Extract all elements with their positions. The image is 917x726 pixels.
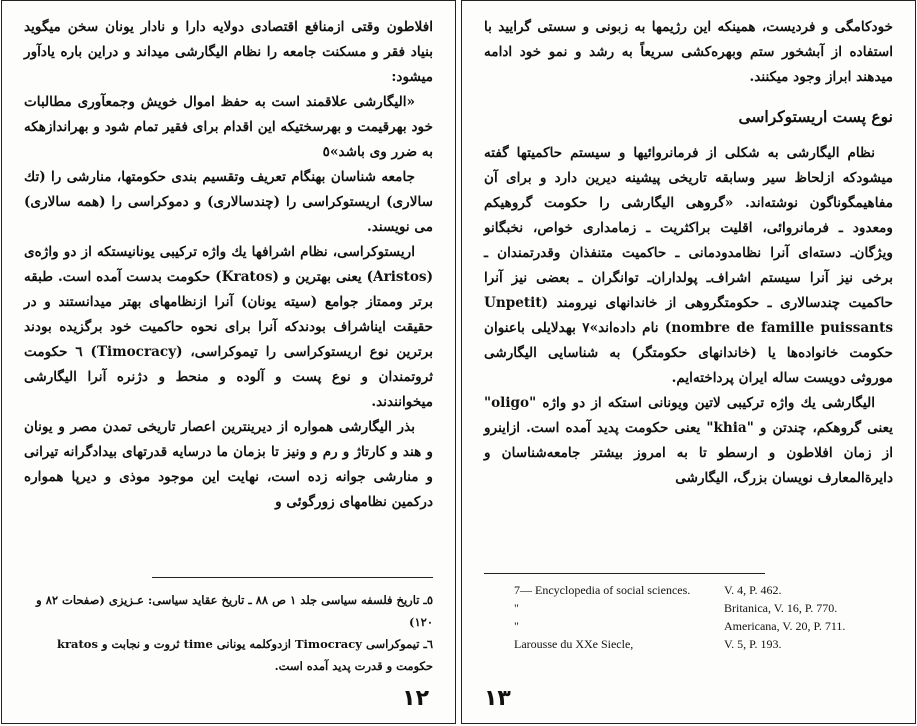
right-intro: خودکامگی و فردیست، همینکه این رژیمها به زبونی و سستی گرایید با استفاده از آبشخور ستم وبهره‌کشی سریعاً به رشد و نمو خود ادامه میدهند ابراز وجود میکنند. — [484, 19, 893, 85]
left-text-column — [24, 15, 433, 515]
left-footnotes — [24, 589, 433, 677]
footnote: ٦ـ تیموکراسی Timocracy ازدوکلمه یونانی time ثروت و نجابت و kratos حکومت و قدرت پدید آمده است. — [57, 637, 433, 673]
right-page — [461, 0, 916, 724]
section-heading: نوع پست اریستوکراسی — [738, 107, 893, 126]
left-paragraph: «الیگارشی علاقمند است به حفظ اموال خویش وجمعآوری مطالبات خود بهرقیمت و بهرسختیکه این اقدام برای فقیر تمام شود و بهراندازهکه به ضرر وی باشد»٥ — [24, 94, 433, 160]
footnote: ٥ـ تاریخ فلسفه سیاسی جلد ١ ص ٨٨ ـ تاریخ عقاید سیاسی: عـزیزی (صفحات ٨٢ و ١٢٠) — [36, 593, 433, 629]
right-text-column — [484, 15, 893, 491]
left-page — [1, 0, 456, 724]
right-paragraph: نظام الیگارشی به شکلی از فرمانروائیها و سیستم حاکمیتها گفته میشودکه ازلحاظ سیر وسابقه تاریخی پیشینه دیرین دارد و برای آن مفاهیمگوناگون نوشته‌اند. «گروهی الیگارشی را حکومت گروهیکم ومعدود ـ فرمانروائی، اقلیت براکثریت ـ زمامداری خواص، نخبگانو ویژگان‌ـ دسته‌ای آنرا نظامدودمانی ـ حاکمیت متنفذان وقدرتمندان ـ برخی نیز آنرا سیستم اشراف‌ـ پولداران‌ـ توانگران ـ بعضی نیز آنرا حاکمیت چندسالاری ـ حکومتگروهی از خاندانهای نیرومند (Unpetit nombre de famille puissants) نام داده‌اند»٧ بهدلایلی باعنوان حکومت خانواده‌ها یا (خاندانهای حکومتگر) به شناسایی الیگارشی موروثی دویست ساله ایران پرداخته‌ایم. — [484, 145, 893, 386]
footnote-divider — [484, 573, 765, 574]
left-paragraph: جامعه شناسان بهنگام تعریف وتقسیم بندی حکومتها، منارشی را (تك سالاری) اریستوکراسی را (چندسالاری) و دموکراسی را (همه سالاری) می نویسند. — [24, 169, 433, 235]
right-paragraph: الیگارشی یك واژه ترکیبی لاتین ویونانی استکه از دو واژه "oligo" یعنی گروهکم، چندتن و "khia" یعنی حکومت پدید آمده است. ازاینرو از زمان افلاطون و ارسطو تا به امروز بیشتر جامعه‌شناسان و دایرةالمعارف نویسان بزرگ، الیگارشی — [484, 395, 893, 486]
left-paragraph: اریستوکراسی، نظام اشرافها یك واژه ترکیبی یونانیستکه از دو واژه‌ی (Aristos) یعنی بهترین و (Kratos) حکومت بدست آمده است. طبقه برتر وممتاز جوامع (سیته یونان) آنرا ازنظامهای بهتر میدانستند و در حقیقت اینا‌شراف بودندکه آنرا برای نحوه حاکمیت خود برگزیده بودند برترین نوع اریستوکراسی را تیموکراسی، (Timocracy) ٦ حکومت ثروتمندان و نوع پست و آلوده و منحط و دژنره آنرا الیگارشی میخوانندند. — [24, 244, 433, 410]
right-footnotes — [514, 581, 895, 653]
page-number: ١٢ — [402, 686, 429, 711]
footnote-source: 7— Encyclopedia of social sciences. — [514, 583, 691, 597]
footnote-ref: Americana, V. 20, P. 711. — [724, 619, 846, 633]
footnote-ref: V. 4, P. 462. — [724, 583, 782, 597]
footnote — [514, 617, 895, 635]
left-paragraph: بذر الیگارشی همواره از دیرینترین اعصار تاریخی تمدن مصر و یونان و هند و کارتاژ و رم و ونیز تا بزمان ما درسایه قدرتهای بیدادگرانه تیرانی و منارشی جوانه زده است، نهایت این موجود موذی و دیرپا همواره درکمین نظامهای زورگوئی و — [24, 419, 433, 510]
footnote — [514, 581, 895, 599]
footnote-ref: Britanica, V. 16, P. 770. — [724, 601, 838, 615]
left-paragraph: افلاطون وقتی ازمنافع اقتصادی دولایه دارا و نادار یونان سخن میگوید بنیاد فقر و مسکنت جامعه را نظام الیگارشی میداند و دراین باره یادآور میشود: — [24, 19, 433, 85]
footnote-divider — [152, 577, 433, 578]
page-number: ١٣ — [484, 686, 511, 711]
footnote-ref: V. 5, P. 193. — [724, 637, 782, 651]
footnote-source: " — [514, 601, 519, 615]
footnote — [514, 599, 895, 617]
footnote-source: Larousse du XXe Siecle, — [514, 637, 634, 651]
footnote — [514, 635, 895, 653]
footnote-source: " — [514, 619, 519, 633]
